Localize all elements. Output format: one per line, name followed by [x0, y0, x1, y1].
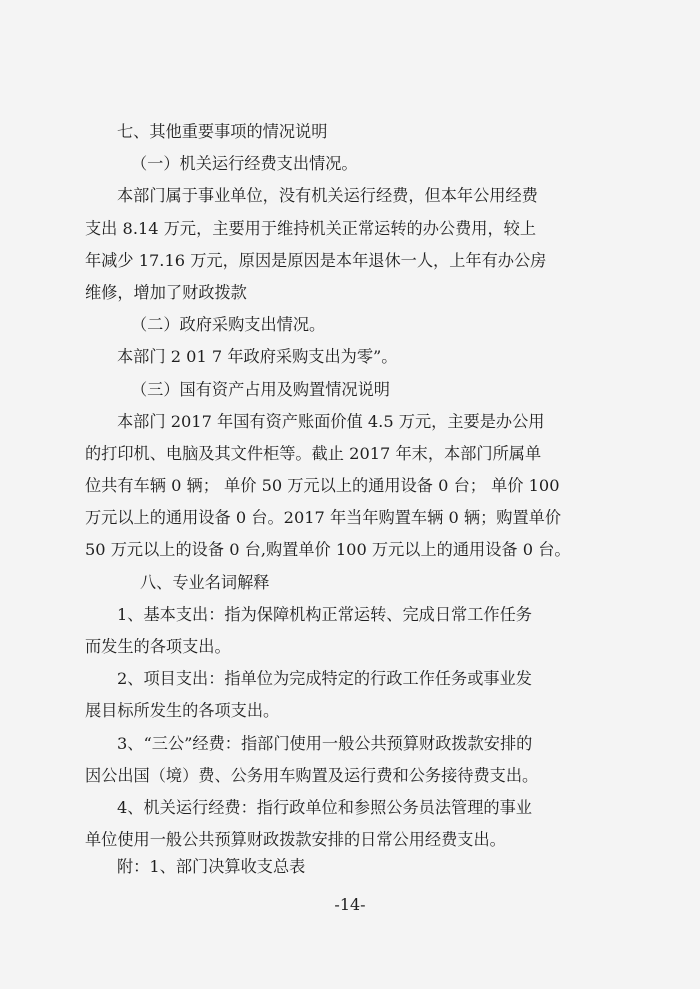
term-2-line: 2、项目支出：指单位为完成特定的行政工作任务或事业发 — [117, 669, 532, 689]
term-4-line: 单位使用一般公共预算财政拨款安排的日常公用经费支出。 — [85, 830, 506, 850]
subsection-3-paragraph-line: 万元以上的通用设备 0 台。2017 年当年购置车辆 0 辆；购置单价 — [85, 508, 562, 528]
page-number: -14- — [334, 895, 366, 914]
subsection-3-paragraph-line: 位共有车辆 0 辆； 单价 50 万元以上的通用设备 0 台； 单价 100 — [85, 476, 560, 496]
term-4-line: 4、机关运行经费：指行政单位和参照公务员法管理的事业 — [117, 797, 532, 817]
subsection-3-paragraph-line: 50 万元以上的设备 0 台,购置单价 100 万元以上的通用设备 0 台。 — [85, 540, 571, 560]
section-7-heading: 七、其他重要事项的情况说明 — [117, 122, 328, 141]
term-3-line: 3、“三公”经费：指部门使用一般公共预算财政拨款安排的 — [117, 733, 533, 753]
subsection-1-heading: （一）机关运行经费支出情况。 — [131, 154, 358, 174]
subsection-1-paragraph-line: 本部门属于事业单位，没有机关运行经费，但本年公用经费 — [117, 186, 538, 206]
subsection-3-heading: （三）国有资产占用及购置情况说明 — [131, 379, 390, 399]
term-1-line: 而发生的各项支出。 — [85, 637, 231, 656]
subsection-1-paragraph-line: 年减少 17.16 万元，原因是原因是本年退休一人，上年有办公房 — [85, 250, 547, 270]
subsection-2-heading: （二）政府采购支出情况。 — [131, 315, 326, 335]
document-body — [85, 116, 620, 856]
subsection-3-paragraph-line: 的打印机、电脑及其文件柜等。截止 2017 年末，本部门所属单 — [85, 443, 542, 463]
term-2-line: 展目标所发生的各项支出。 — [85, 701, 280, 721]
term-1-line: 1、基本支出：指为保障机构正常运转、完成日常工作任务 — [117, 604, 532, 624]
appendix-note: 附：1、部门决算收支总表 — [117, 857, 306, 876]
subsection-1-paragraph-line: 维修，增加了财政拨款 — [85, 282, 247, 302]
term-3-line: 因公出国（境）费、公务用车购置及运行费和公务接待费支出。 — [85, 765, 539, 785]
subsection-1-paragraph-line: 支出 8.14 万元，主要用于维持机关正常运转的办公费用，较上 — [85, 218, 537, 238]
subsection-2-paragraph: 本部门 2 01 7 年政府采购支出为零”。 — [117, 347, 398, 367]
section-8-heading: 八、专业名词解释 — [140, 572, 270, 592]
subsection-3-paragraph-line: 本部门 2017 年国有资产账面价值 4.5 万元，主要是办公用 — [117, 411, 545, 431]
